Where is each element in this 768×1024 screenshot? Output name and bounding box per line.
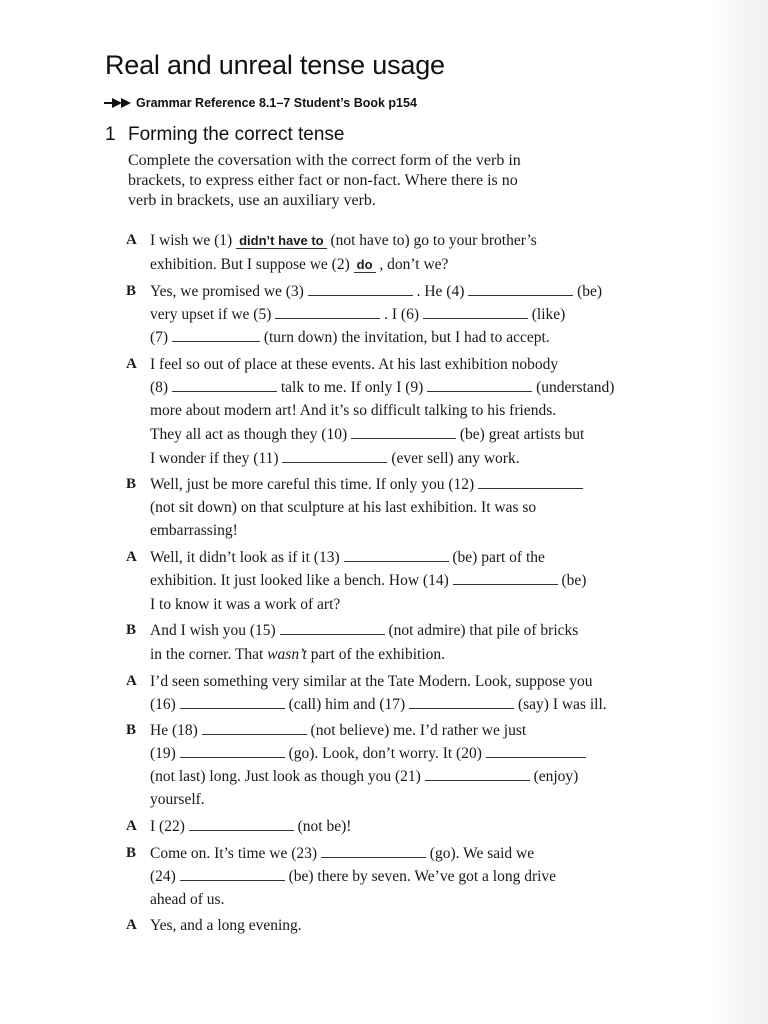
blank-7[interactable] <box>172 329 260 342</box>
blank-22[interactable] <box>189 818 294 831</box>
dialogue-line: Come on. It’s time we (23) (go). We said we <box>150 845 535 862</box>
speaker-label: A <box>126 818 137 834</box>
dialogue-line: I to know it was a work of art? <box>150 596 341 613</box>
answer-2: do <box>354 258 376 273</box>
blank-21[interactable] <box>425 768 530 781</box>
dialogue-line: ahead of us. <box>150 891 225 908</box>
dialogue-line: (7) (turn down) the invitation, but I had to accept. <box>150 329 550 346</box>
blank-8[interactable] <box>172 379 277 392</box>
speaker-label: A <box>126 549 137 565</box>
double-arrow-icon <box>104 98 130 108</box>
speaker-label: A <box>126 232 137 248</box>
dialogue-line: He (18) (not believe) me. I’d rather we just <box>150 722 527 739</box>
dialogue-line: (not last) long. Just look as though you (21) (enjoy) <box>150 768 579 785</box>
blank-24[interactable] <box>180 868 285 881</box>
blank-5[interactable] <box>275 306 380 319</box>
blank-17[interactable] <box>409 696 514 709</box>
scan-shadow <box>706 0 768 1024</box>
dialogue-line: exhibition. But I suppose we (2) do , don’t we? <box>150 256 449 273</box>
page-title: Real and unreal tense usage <box>105 50 445 80</box>
dialogue-line: in the corner. That wasn’t part of the exhibition. <box>150 646 446 663</box>
instructions-line: Complete the coversation with the correct form of the verb in <box>128 152 521 169</box>
blank-11[interactable] <box>282 450 387 463</box>
section-number: 1 <box>105 124 116 145</box>
blank-14[interactable] <box>453 572 558 585</box>
dialogue-line: Well, it didn’t look as if it (13) (be) part of the <box>150 549 545 566</box>
instructions-line: verb in brackets, use an auxiliary verb. <box>128 192 376 209</box>
blank-9[interactable] <box>427 379 532 392</box>
blank-15[interactable] <box>280 622 385 635</box>
dialogue-line: (16) (call) him and (17) (say) I was ill. <box>150 696 607 713</box>
dialogue-line: (19) (go). Look, don’t worry. It (20) <box>150 745 586 763</box>
blank-13[interactable] <box>344 549 449 562</box>
blank-3[interactable] <box>308 283 413 296</box>
reference-text: Grammar Reference 8.1–7 Student’s Book p154 <box>136 96 417 110</box>
speaker-label: A <box>126 917 137 933</box>
answer-1: didn’t have to <box>236 234 327 249</box>
dialogue-line: Yes, and a long evening. <box>150 917 302 934</box>
dialogue-line: (24) (be) there by seven. We’ve got a long drive <box>150 868 557 885</box>
dialogue-line: I’d seen something very similar at the Tate Modern. Look, suppose you <box>150 673 593 690</box>
speaker-label: B <box>126 476 137 492</box>
dialogue-line: embarrassing! <box>150 522 238 539</box>
grammar-reference <box>104 96 417 110</box>
speaker-label: B <box>126 283 137 299</box>
dialogue-line: (not sit down) on that sculpture at his last exhibition. It was so <box>150 499 537 516</box>
speaker-label: B <box>126 622 137 638</box>
blank-18[interactable] <box>202 722 307 735</box>
blank-23[interactable] <box>321 845 426 858</box>
blank-12[interactable] <box>478 476 583 489</box>
instructions-line: brackets, to express either fact or non-fact. Where there is no <box>128 172 518 189</box>
blank-4[interactable] <box>468 283 573 296</box>
dialogue-line: I feel so out of place at these events. At his last exhibition nobody <box>150 356 559 373</box>
dialogue-line: Well, just be more careful this time. If only you (12) <box>150 476 583 494</box>
dialogue-line: I wish we (1) didn’t have to (not have to) go to your brother’s <box>150 232 537 249</box>
speaker-label: B <box>126 845 137 861</box>
dialogue-line: Yes, we promised we (3) . He (4) (be) <box>150 283 603 300</box>
blank-16[interactable] <box>180 696 285 709</box>
blank-20[interactable] <box>486 745 586 758</box>
dialogue-line: (8) talk to me. If only I (9) (understand) <box>150 379 615 396</box>
dialogue-line: I wonder if they (11) (ever sell) any work. <box>150 450 520 467</box>
blank-19[interactable] <box>180 745 285 758</box>
dialogue-line: I (22) (not be)! <box>150 818 352 835</box>
instructions <box>128 151 628 211</box>
dialogue-line: And I wish you (15) (not admire) that pile of bricks <box>150 622 579 639</box>
dialogue-line: more about modern art! And it’s so difficult talking to his friends. <box>150 402 557 419</box>
speaker-label: A <box>126 356 137 372</box>
dialogue-line: exhibition. It just looked like a bench. How (14) (be) <box>150 572 587 589</box>
blank-6[interactable] <box>423 306 528 319</box>
dialogue-line: They all act as though they (10) (be) great artists but <box>150 426 585 443</box>
dialogue-line: yourself. <box>150 791 205 808</box>
dialogue-line: very upset if we (5) . I (6) (like) <box>150 306 566 323</box>
speaker-label: B <box>126 722 137 738</box>
speaker-label: A <box>126 673 137 689</box>
section-title: Forming the correct tense <box>128 124 345 145</box>
blank-10[interactable] <box>351 426 456 439</box>
